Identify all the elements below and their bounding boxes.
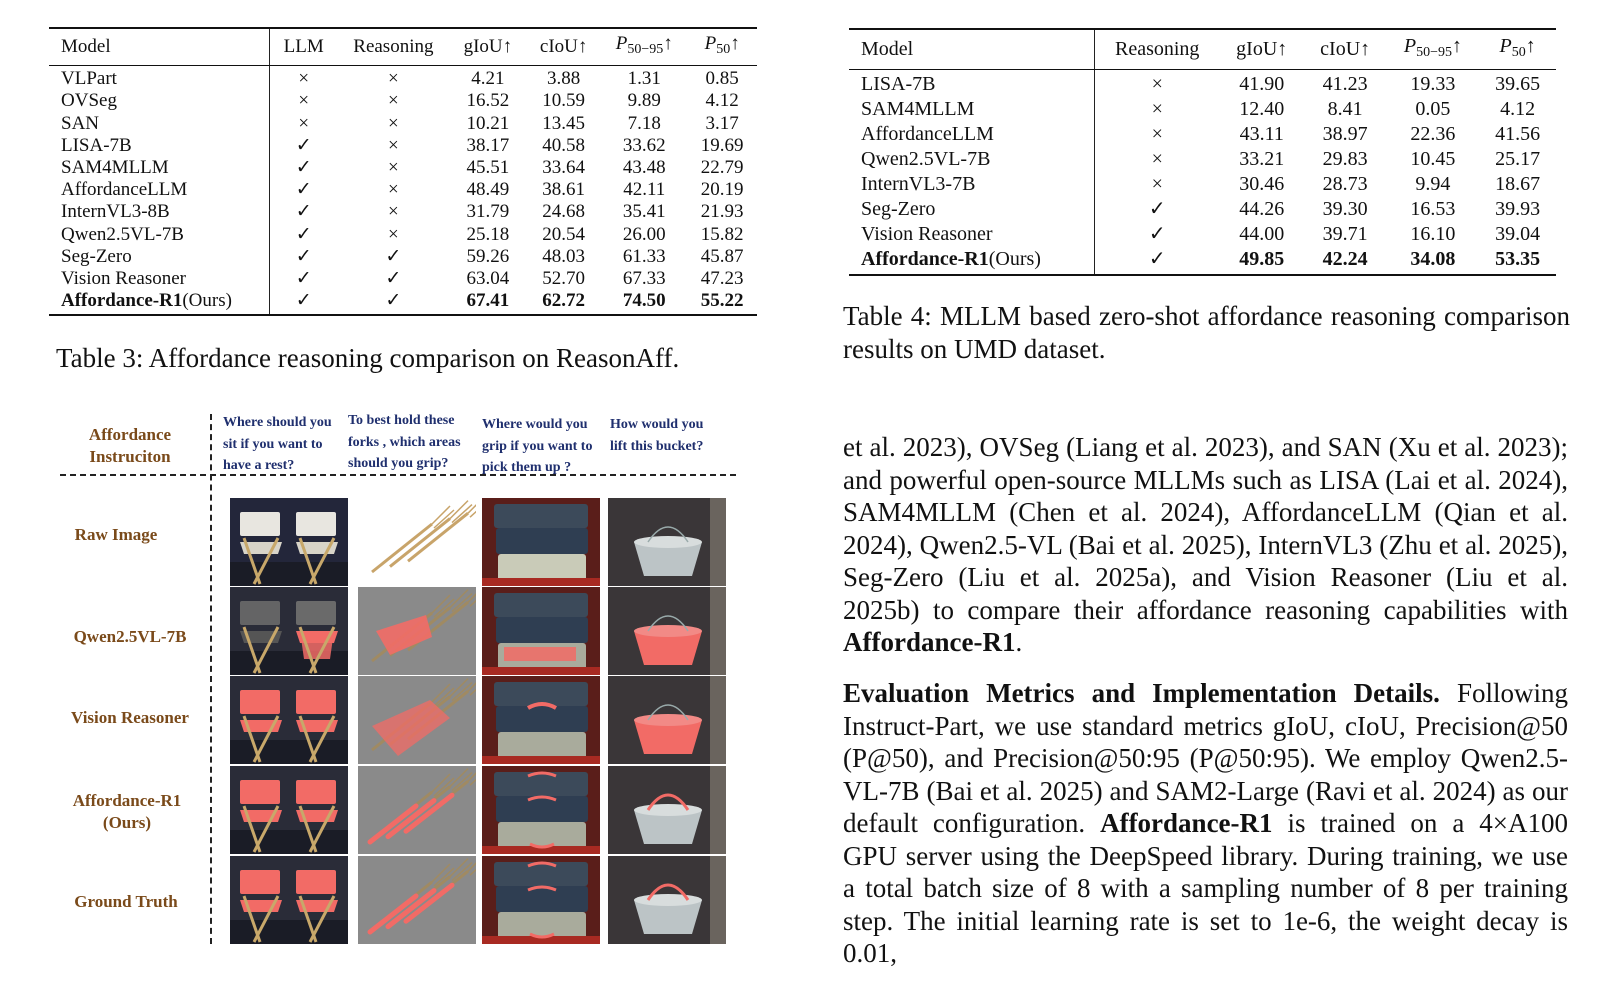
vertical-divider (210, 414, 212, 944)
cell-value: 18.67 (1495, 173, 1541, 195)
model-name: OVSeg (61, 90, 117, 112)
model-name: Qwen2.5VL-7B (61, 223, 184, 245)
cell-value: 67.41 (450, 290, 526, 315)
table-row (49, 113, 757, 135)
table-row (49, 135, 757, 157)
cell-value: 16.10 (1410, 223, 1456, 245)
cell-value: ✓ (270, 135, 337, 157)
model-name: SAM4MLLM (61, 157, 169, 179)
table-row (49, 179, 757, 201)
cell-value: 9.89 (627, 90, 661, 112)
cell-value: × (270, 113, 337, 135)
body-paragraph-1: et al. 2023), OVSeg (Liang et al. 2023), and SAN (Xu et al. 2023); and powerful open-source MLLMs such as LISA (Lai et al. 2024), SAM4MLLM (Chen et al. 2024), AffordanceLLM (Qian et al. 2024), Qwen2.5-VL (Bai et al. 2025), InternVL3 (Zhu et al. 2025), Seg-Zero (Liu et al. 2025a), and Vision Reasoner (Liu et al. 2025b) to compare their affordance reasoning capabilities with Affordance-R1. (843, 432, 1568, 657)
model-name: AffordanceLLM (861, 123, 994, 145)
cell-value: 43.48 (622, 157, 666, 179)
thumbnail-raw-suitcases (482, 498, 600, 586)
cell-value: 33.62 (622, 134, 666, 156)
cell-value: 61.33 (622, 245, 666, 267)
cell-value: 35.41 (622, 201, 666, 223)
cell-value: 63.04 (466, 268, 510, 290)
cell-value: × (388, 90, 399, 112)
cell-value: 43.11 (1239, 123, 1284, 145)
cell-value: × (1094, 147, 1219, 172)
cell-value: 38.97 (1322, 123, 1368, 145)
model-name: Qwen2.5VL-7B (861, 148, 991, 170)
cell-value: × (388, 179, 399, 201)
cell-value: 29.83 (1322, 148, 1368, 170)
question-chairs: Where should you sit if you want to have a rest? (223, 415, 332, 473)
cell-value: 55.22 (687, 290, 757, 315)
model-name: InternVL3-7B (861, 173, 976, 195)
thumbnail-vr-bucket (608, 676, 726, 764)
cell-value: 38.17 (466, 134, 510, 156)
cell-value: 41.56 (1495, 123, 1541, 145)
cell-value: × (1094, 70, 1219, 98)
cell-value: 48.49 (466, 179, 510, 201)
table-row (849, 172, 1556, 197)
cell-value: 16.52 (466, 90, 510, 112)
cell-value: 4.21 (471, 68, 505, 90)
thumbnail-raw-bucket (608, 498, 726, 586)
cell-value: 42.24 (1304, 247, 1387, 275)
table-row-ours (49, 290, 757, 315)
table-row (849, 122, 1556, 147)
cell-value: 33.64 (542, 157, 586, 179)
model-name: VLPart (61, 68, 117, 90)
table-row (49, 66, 757, 91)
thumbnail-gt-bucket (608, 856, 726, 944)
cell-value: 20.19 (700, 179, 744, 201)
question-suitcases: Where would you grip if you want to pick them up ? (482, 417, 593, 475)
cell-value: 1.31 (627, 68, 661, 90)
thumbnail-qwen-forks (358, 587, 476, 675)
table-3-caption: Table 3: Affordance reasoning comparison on ReasonAff. (56, 343, 680, 373)
col-header-reasoning: Reasoning (337, 28, 450, 66)
thumbnail-qwen-chairs (230, 587, 348, 675)
model-name (49, 290, 270, 315)
cell-value: 4.12 (705, 90, 739, 112)
body-paragraph-2: Evaluation Metrics and Implementation Details. Following Instruct-Part, we use standard metrics gIoU, cIoU, Precision@50 (P@50), and Precision@50:95 (P@50:95). We employ Qwen2.5-VL-7B (Bai et al. 2025) and SAM2-Large (Ravi et al. 2024) as our default configuration. Affordance-R1 is trained on a 4×A100 GPU server using the DeepSpeed library. During training, we use a total batch size of 8 with a sampling number of 8 per training step. The initial learning rate is set to 1e-6, the weight decay is 0.01, (843, 678, 1568, 968)
cell-value: 25.18 (466, 223, 510, 245)
thumbnail-ours-suitcases (482, 766, 600, 854)
cell-value: ✓ (270, 201, 337, 223)
thumbnail-gt-suitcases (482, 856, 600, 944)
model-name (849, 247, 1094, 275)
cell-value: ✓ (270, 179, 337, 201)
cell-value: 10.59 (542, 90, 586, 112)
col-header-giou: gIoU↑ (1220, 29, 1304, 70)
cell-value: 38.61 (542, 179, 586, 201)
cell-value: × (1094, 97, 1219, 122)
model-name-suffix: (Ours) (988, 248, 1041, 270)
cell-value: 13.45 (542, 112, 586, 134)
cell-value: 7.18 (627, 112, 661, 134)
col-header-model: Model (849, 29, 1094, 70)
cell-value: 41.90 (1239, 73, 1285, 95)
cell-value: 0.05 (1415, 98, 1451, 120)
table-row-ours (849, 247, 1556, 275)
cell-value: 21.93 (700, 201, 744, 223)
cell-value: 4.12 (1500, 98, 1536, 120)
cell-value: 33.21 (1239, 148, 1285, 170)
cell-value: 3.88 (547, 68, 581, 90)
thumbnail-gt-forks (358, 856, 476, 944)
model-name: Seg-Zero (861, 198, 936, 220)
row-label-vision-reasoner: Vision Reasoner (71, 708, 189, 727)
cell-value: 25.17 (1495, 148, 1541, 170)
cell-value: ✓ (337, 290, 450, 315)
question-bucket: How would you lift this bucket? (610, 417, 704, 454)
table-4 (849, 28, 1556, 276)
cell-value: × (1094, 122, 1219, 147)
cell-value: 34.08 (1387, 247, 1480, 275)
col-header-p5095: $P_{50-95}↑$ (1387, 29, 1480, 70)
cell-value: × (388, 112, 399, 134)
thumbnail-vr-suitcases (482, 676, 600, 764)
cell-value: 39.04 (1495, 223, 1541, 245)
cell-value: × (270, 66, 337, 91)
thumbnail-qwen-suitcases (482, 587, 600, 675)
model-name: SAN (61, 112, 100, 134)
cell-value: ✓ (270, 157, 337, 179)
cell-value: 39.71 (1322, 223, 1368, 245)
cell-value: 22.79 (700, 157, 744, 179)
table-row (849, 222, 1556, 247)
cell-value: 39.30 (1322, 198, 1368, 220)
model-name: AffordanceLLM (61, 179, 188, 201)
col-header-llm: LLM (270, 28, 337, 66)
cell-value: 3.17 (705, 112, 739, 134)
cell-value: 20.54 (542, 223, 586, 245)
model-name: Vision Reasoner (61, 268, 186, 290)
cell-value: ✓ (270, 224, 337, 246)
table-row (849, 197, 1556, 222)
cell-value: × (388, 68, 399, 90)
thumbnail-gt-chairs (230, 856, 348, 944)
qualitative-figure (56, 410, 756, 970)
cell-value: × (1094, 172, 1219, 197)
cell-value: ✓ (270, 268, 337, 290)
model-name: InternVL3-8B (61, 201, 170, 223)
table-3 (49, 27, 757, 316)
row-label-ground-truth: Ground Truth (74, 892, 178, 911)
model-name-bold: Affordance-R1 (61, 290, 183, 312)
thumbnail-vr-forks (358, 676, 476, 764)
table-row (49, 268, 757, 290)
row-label-raw-image: Raw Image (74, 525, 158, 544)
cell-value: 59.26 (466, 245, 510, 267)
cell-value: 47.23 (700, 268, 744, 290)
thumbnail-qwen-bucket (608, 587, 726, 675)
cell-value: 45.51 (466, 157, 510, 179)
cell-value: 10.45 (1410, 148, 1456, 170)
cell-value: ✓ (1094, 222, 1219, 247)
question-forks: To best hold these forks , which areas should you grip? (348, 413, 461, 471)
col-header-reasoning: Reasoning (1094, 29, 1219, 70)
thumbnail-raw-forks (358, 498, 476, 586)
table-row (49, 224, 757, 246)
cell-value: 39.93 (1495, 198, 1541, 220)
table-row (849, 147, 1556, 172)
affordance-instruction-label: Affordance Instruciton (88, 425, 172, 466)
model-name: LISA-7B (61, 134, 132, 156)
cell-value: 12.40 (1239, 98, 1285, 120)
col-header-p5095: $P_{50-95}↑$ (601, 28, 687, 66)
cell-value: 26.00 (622, 223, 666, 245)
cell-value: 49.85 (1220, 247, 1304, 275)
col-header-ciou: cIoU↑ (1304, 29, 1387, 70)
cell-value: 28.73 (1322, 173, 1368, 195)
row-label-affordance-r1: Affordance-R1 (Ours) (72, 791, 182, 832)
model-name: Vision Reasoner (861, 223, 993, 245)
col-header-model: Model (49, 28, 270, 66)
cell-value: 30.46 (1239, 173, 1285, 195)
cell-value: 10.21 (466, 112, 510, 134)
thumbnail-ours-forks (358, 766, 476, 854)
cell-value: 22.36 (1410, 123, 1456, 145)
cell-value: 15.82 (700, 223, 744, 245)
cell-value: 45.87 (700, 245, 744, 267)
table-row (49, 201, 757, 223)
section-heading: Evaluation Metrics and Implementation Details. (843, 678, 1440, 708)
table-row (49, 157, 757, 179)
cell-value: 19.33 (1410, 73, 1456, 95)
thumbnail-ours-chairs (230, 766, 348, 854)
table-row (849, 97, 1556, 122)
col-header-p50: $P_{50}↑$ (687, 28, 757, 66)
cell-value: 53.35 (1479, 247, 1556, 275)
cell-value: 16.53 (1410, 198, 1456, 220)
col-header-giou: gIoU↑ (450, 28, 526, 66)
cell-value: 44.00 (1239, 223, 1285, 245)
cell-value: × (388, 223, 399, 245)
cell-value: 41.23 (1322, 73, 1368, 95)
cell-value: 24.68 (542, 201, 586, 223)
cell-value: × (270, 90, 337, 112)
cell-value: 9.94 (1415, 173, 1451, 195)
cell-value: 8.41 (1327, 98, 1363, 120)
cell-value: ✓ (270, 246, 337, 268)
thumbnail-ours-bucket (608, 766, 726, 854)
model-name: LISA-7B (861, 73, 936, 95)
cell-value: 42.11 (623, 179, 666, 201)
row-label-qwen: Qwen2.5VL-7B (73, 627, 187, 646)
cell-value: 67.33 (622, 268, 666, 290)
cell-value: 40.58 (542, 134, 586, 156)
col-header-p50: $P_{50}↑$ (1479, 29, 1556, 70)
thumbnail-raw-chairs (230, 498, 348, 586)
cell-value: 31.79 (466, 201, 510, 223)
cell-value: 62.72 (526, 290, 601, 315)
model-name-suffix: (Ours) (182, 290, 232, 312)
cell-value: 19.69 (700, 134, 744, 156)
model-name: SAM4MLLM (861, 98, 975, 120)
cell-value: 52.70 (542, 268, 586, 290)
table-row (49, 90, 757, 112)
thumbnail-vr-chairs (230, 676, 348, 764)
model-name: Seg-Zero (61, 245, 132, 267)
cell-value: ✓ (270, 290, 337, 315)
cell-value: × (388, 134, 399, 156)
cell-value: × (388, 157, 399, 179)
cell-value: 44.26 (1239, 198, 1285, 220)
cell-value: 0.85 (705, 68, 739, 90)
table-row (49, 246, 757, 268)
cell-value: ✓ (1094, 197, 1219, 222)
cell-value: 48.03 (542, 245, 586, 267)
cell-value: ✓ (385, 268, 402, 290)
table-row (849, 70, 1556, 98)
col-header-ciou: cIoU↑ (526, 28, 601, 66)
cell-value: × (388, 201, 399, 223)
cell-value: ✓ (385, 245, 402, 267)
table-4-caption: Table 4: MLLM based zero-shot affordance reasoning comparison results on UMD dataset. (843, 301, 1570, 364)
model-name-bold: Affordance-R1 (861, 248, 989, 270)
cell-value: ✓ (1094, 247, 1219, 275)
cell-value: 39.65 (1495, 73, 1541, 95)
cell-value: 74.50 (601, 290, 687, 315)
